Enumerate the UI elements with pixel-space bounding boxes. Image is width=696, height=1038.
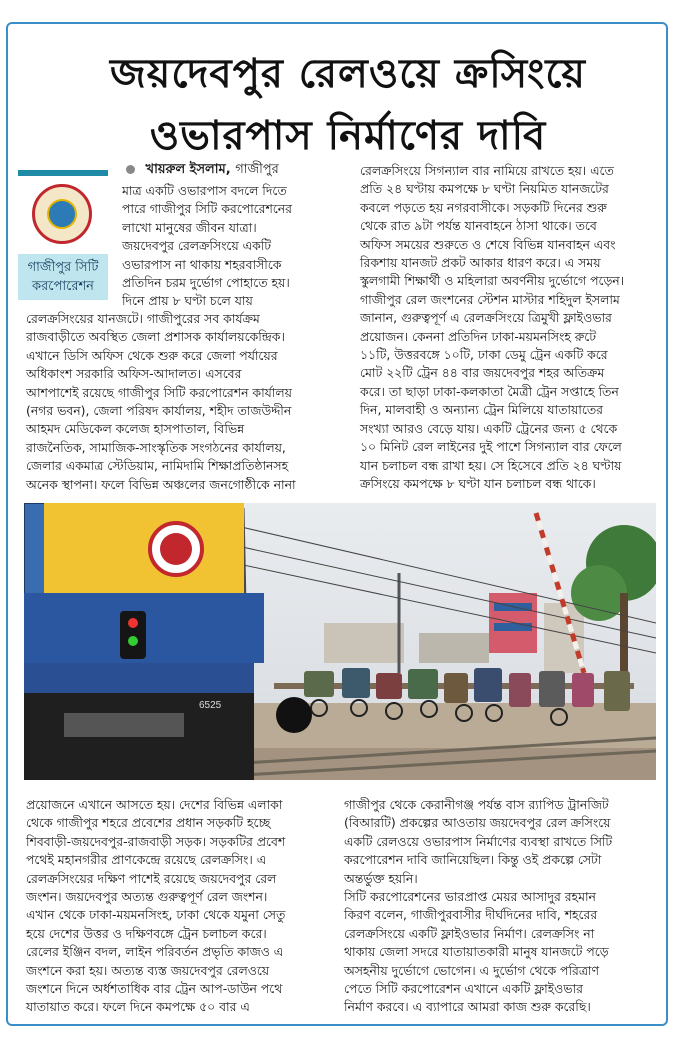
text-line: এখানে ডিসি অফিস থেকে শুরু করে জেলা পর্যায়ের: [26, 347, 278, 363]
text-line: জয়দেবপুর রেলক্রসিংয়ে একটি: [122, 238, 272, 254]
article-column-1: [26, 310, 348, 494]
text-line: গাজীপুর রেল জংশনের স্টেশন মাস্টার শহিদুল ইসলাম: [360, 291, 620, 307]
text-line: ১১টি, উত্তরবঙ্গে ১০টি, ঢাকা ডেমু ট্রেন একটি করে: [360, 347, 608, 363]
text-line: অন্তর্ভুক্ত হয়নি।: [344, 870, 418, 886]
text-line: প্রতি ২৪ ঘণ্টায় কমপক্ষে ৮ ঘণ্টা নিয়মিত যানজটের: [360, 181, 609, 197]
text-line: জংশন। জয়দেবপুর অত্যন্ত গুরুত্বপূর্ণ রেল জংশন।: [26, 889, 268, 905]
logo-label: [18, 254, 108, 300]
headline-line-1: জয়দেবপুর রেলওয়ে ক্রসিংয়ে: [110, 50, 586, 97]
text-line: যান চলাচল বন্ধ রাখা হয়। সে হিসেবে প্রতি ২৪ ঘণ্টায়: [360, 457, 622, 473]
city-corporation-logo: [18, 170, 108, 300]
byline-author: খায়রুল ইসলাম,: [145, 162, 231, 177]
text-line: গাজীপুর থেকে কেরানীগঞ্জ পর্যন্ত বাস র‍্যাপিড ট্রানজিট: [344, 797, 609, 812]
logo-emblem-icon: [32, 184, 92, 244]
text-line: পেতে সিটি করপোরেশন এখানে একটি ফ্লাইওভার: [344, 981, 583, 997]
text-line: কিরণ বলেন, গাজীপুরবাসীর দীর্ঘদিনের দাবি, শহরের: [344, 907, 598, 923]
byline: [126, 160, 279, 181]
text-line: সিটি করপোরেশনের ভারপ্রাপ্ত মেয়র আসাদুর রহমান: [344, 889, 596, 905]
text-line: আশপাশেই রয়েছে গাজীপুর সিটি করপোরেশন কার্যালয়: [26, 384, 292, 400]
text-line: জংশনে দিনে অর্ধশতাধিক বার ট্রেন আপ-ডাউন পথে: [26, 981, 283, 997]
text-line: অধিকাংশ সরকারি অফিস-আদালত। এসবের: [26, 366, 242, 382]
text-line: রিকশায় যানজট প্রকট আকার ধারণ করে। এ সময়: [360, 255, 601, 271]
text-line: ওভারপাস না থাকায় শহরবাসীকে: [122, 256, 282, 272]
text-line: প্রতিদিন চরম দুর্ভোগ পোহাতে হয়।: [122, 275, 290, 291]
text-line: একটি রেলওয়ে ওভারপাস নির্মাণের ব্যবস্থা রাখতে সিটি: [344, 833, 613, 849]
text-line: ১০ মিনিট রেল লাইনের দুই পাশে সিগন্যাল বার ফেলে: [360, 439, 622, 455]
headline-line-2: ওভারপাস নির্মাণের দাবি: [149, 112, 547, 159]
article-column-3: [26, 796, 334, 1017]
photo-illustration: [24, 503, 656, 780]
text-line: যাতায়াত করে। ফলে দিনে কমপক্ষে ৫০ বার এ: [26, 999, 250, 1015]
article-column-1-intro: [122, 182, 348, 311]
text-line: লাখো মানুষের জীবন যাত্রা।: [122, 219, 257, 235]
text-line: (বিআরটি) প্রকল্পের আওতায় জয়দেবপুর রেল ক্রসিংয়ে: [344, 815, 611, 831]
text-line: রেলের ইঞ্জিন বদল, লাইন পরিবর্তন প্রভৃতি কাজও এ: [26, 944, 284, 960]
text-line: কবলে পড়তে হয় নগরবাসীকে। সড়কটি দিনের শুরু: [360, 199, 607, 215]
text-line: রেলক্রসিংয়ে একটি ফ্লাইওভার নির্মাণ। রেলক্রসিং না: [344, 925, 595, 941]
text-line: থাকায় জেলা সদরে যাতায়াতকারী মানুষ যানজটে পড়ে: [344, 944, 609, 960]
text-line: অসহনীয় দুর্ভোগে ভোগেন। এ দুর্ভোগ থেকে পরিত্রাণ: [344, 962, 600, 978]
text-line: দিন, মালবাহী ও অন্যান্য ট্রেন মিলিয়ে যাতায়াতের: [360, 402, 603, 418]
logo-accent-bar: [18, 170, 108, 176]
byline-place: গাজীপুর: [235, 162, 279, 177]
text-line: নির্মাণ করবে। এ ব্যাপারে আমরা কাজ শুরু করেছি।: [344, 999, 591, 1015]
text-line: জংশনে করা হয়। অত্যন্ত ব্যস্ত জয়দেবপুর রেলওয়ে: [26, 962, 270, 978]
text-line: ক্রসিংয়ে কমপক্ষে ৮ ঘণ্টা যান চলাচল বন্ধ থাকে।: [360, 475, 596, 491]
engine-number: 6525: [199, 700, 222, 711]
text-line: মাত্র একটি ওভারপাস বদলে দিতে: [122, 183, 287, 198]
text-line: প্রয়োজন। কেননা প্রতিদিন ঢাকা-ময়মনসিংহ রুটে: [360, 328, 597, 344]
text-line: হয়ে দেশের উত্তর ও দক্ষিণবঙ্গে ট্রেন চলাচল করে।: [26, 925, 267, 941]
logo-emblem-inner: [47, 199, 77, 229]
article-column-4: [344, 796, 656, 1017]
railway-crossing-photo: [24, 503, 656, 780]
article-column-2: [360, 162, 656, 493]
text-line: এখান থেকে ঢাকা-ময়মনসিংহ, ঢাকা থেকে যমুনা সেতু: [26, 907, 286, 923]
logo-label-line-1: গাজীপুর সিটি: [27, 260, 99, 275]
text-line: আহমদ মেডিকেল কলেজ হাসপাতাল, বিভিন্ন: [26, 421, 245, 437]
text-line: অফিস সময়ের শুরুতে ও শেষে বিভিন্ন যানবাহন এবং: [360, 236, 616, 252]
text-line: সংখ্যা আরও বেড়ে যায়। একটি ট্রেনের জন্য ৫ থেকে: [360, 420, 618, 436]
text-line: পারে গাজীপুর সিটি করপোরেশনের: [122, 201, 292, 217]
text-line: রেলক্রসিংয়ে সিগন্যাল বার নামিয়ে রাখতে হয়। এতে: [360, 163, 614, 178]
text-line: জেলার একমাত্র স্টেডিয়াম, নামিদামি শিক্ষাপ্রতিষ্ঠানসহ: [26, 458, 289, 474]
text-line: অনেক স্থাপনা। ফলে বিভিন্ন অঞ্চলের জনগোষ্ঠীকে নানা: [26, 476, 296, 492]
text-line: রাজনৈতিক, সামাজিক-সাংস্কৃতিক সংগঠনের কার্যালয়,: [26, 439, 286, 455]
text-line: শিববাড়ী-জয়দেবপুর-রাজবাড়ী সড়ক। সড়কটির প্রবেশ: [26, 833, 286, 849]
text-line: রেলক্রসিংয়ের যানজটে। গাজীপুরের সব কার্যক্রম: [26, 311, 260, 326]
text-line: করপোরেশন দাবি জানিয়েছিল। কিন্তু ওই প্রকল্পে সেটা: [344, 852, 602, 868]
text-line: দিনে প্রায় ৮ ঘণ্টা চলে যায়: [122, 293, 253, 309]
text-line: রাজবাড়ীতে অবস্থিত জেলা প্রশাসক কার্যালয়কেন্দ্রিক।: [26, 329, 285, 345]
logo-label-line-2: করপোরেশন: [32, 279, 94, 294]
text-line: স্কুলগামী শিক্ষার্থী ও মহিলারা অবর্ণনীয় দুর্ভোগে পড়েন।: [360, 273, 625, 289]
text-line: (নগর ভবন), জেলা পরিষদ কার্যালয়, শহীদ তাজউদ্দীন: [26, 403, 292, 419]
text-line: মোট ২২টি ট্রেন ৪৪ বার জয়দেবপুর শহর অতিক্রম: [360, 365, 605, 381]
text-line: পথেই মহানগরীর প্রাণকেন্দ্রে রয়েছে রেলক্রসিং। এ: [26, 852, 267, 868]
text-line: রেলক্রসিংয়ের দক্ষিণ পাশেই রয়েছে জয়দেবপুর রেল: [26, 870, 277, 886]
bullet-icon: [126, 165, 135, 174]
text-line: থেকে গাজীপুর শহরে প্রবেশের প্রধান সড়কটি হচ্ছে: [26, 815, 271, 831]
text-line: জানান, গুরুত্বপূর্ণ এ রেলক্রসিংয়ে ত্রিমুখী ফ্লাইওভার: [360, 310, 612, 326]
text-line: করে। তা ছাড়া ঢাকা-কলকাতা মৈত্রী ট্রেন সপ্তাহে তিন: [360, 383, 619, 399]
text-line: প্রয়োজনে এখানে আসতে হয়। দেশের বিভিন্ন এলাকা: [26, 797, 283, 812]
text-line: থেকে রাত ৯টা পর্যন্ত যানবাহনে ঠাসা থাকে। তবে: [360, 218, 597, 234]
